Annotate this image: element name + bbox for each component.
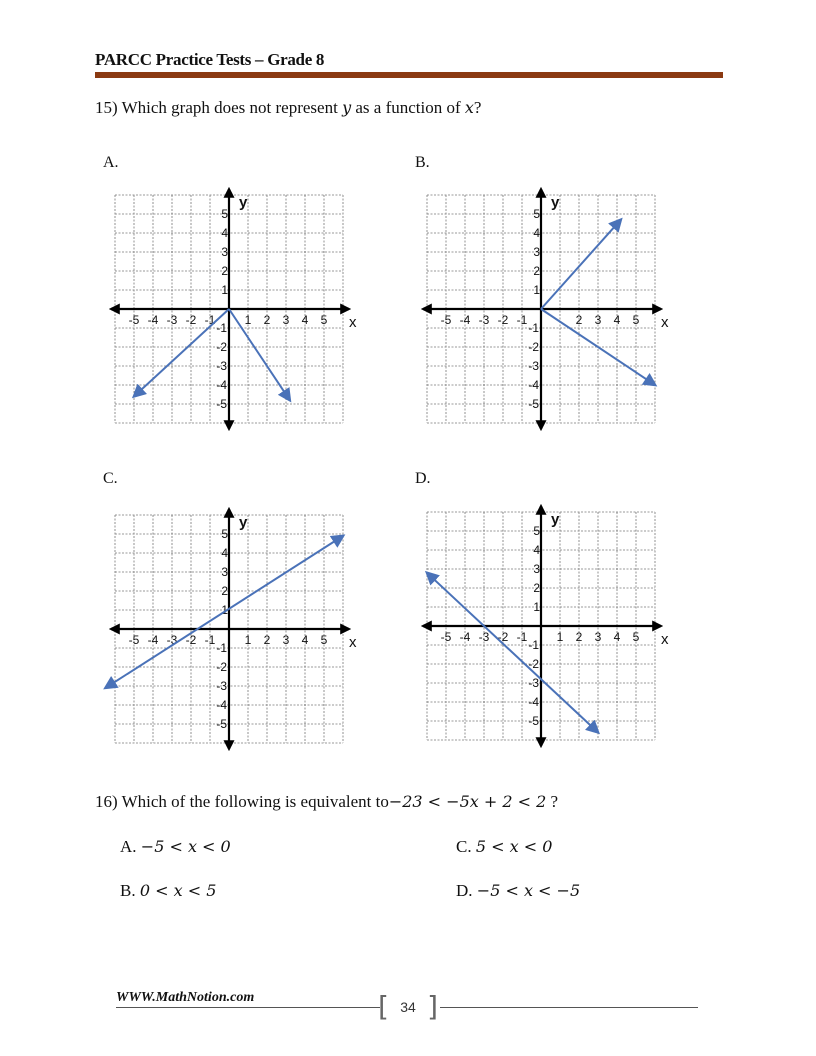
x-tick-label: -2 xyxy=(497,630,509,644)
option-a-label[interactable]: A. xyxy=(103,154,119,171)
x-axis-label: x xyxy=(349,634,357,651)
q15-suffix: ? xyxy=(473,98,482,117)
x-tick-label: -3 xyxy=(166,313,178,327)
y-tick-label: -3 xyxy=(216,359,227,373)
y-tick-label: 3 xyxy=(533,562,540,576)
header-rule xyxy=(95,72,723,78)
y-tick-label: -2 xyxy=(528,657,539,671)
y-tick-label: 1 xyxy=(221,283,228,297)
x-tick-label: 4 xyxy=(613,630,621,644)
question-16 xyxy=(95,792,558,812)
x-tick-label: 1 xyxy=(244,313,252,327)
y-tick-label: -2 xyxy=(216,660,227,674)
answer-b[interactable] xyxy=(120,881,216,901)
q16-expression: −23 < −5x + 2 < 2 xyxy=(388,792,547,811)
y-tick-label: 3 xyxy=(221,565,228,579)
q16-suffix: ? xyxy=(546,792,559,811)
x-tick-label: 3 xyxy=(594,313,602,327)
question-15 xyxy=(95,98,481,118)
y-tick-label: 2 xyxy=(221,584,228,598)
page-number: 34 xyxy=(400,999,416,1015)
y-tick-label: 1 xyxy=(221,603,228,617)
y-tick-label: -3 xyxy=(528,359,539,373)
left-brace-icon: [ xyxy=(378,990,389,1023)
y-tick-label: 4 xyxy=(221,546,228,560)
y-tick-label: 5 xyxy=(533,207,540,221)
y-tick-label: -5 xyxy=(216,717,227,731)
answer-d[interactable] xyxy=(456,881,580,901)
x-tick-label: 2 xyxy=(263,313,271,327)
option-b-label[interactable]: B. xyxy=(415,154,430,171)
x-tick-label: -3 xyxy=(478,630,490,644)
graph-d xyxy=(427,511,669,740)
y-tick-label: 4 xyxy=(533,226,540,240)
x-axis-label: x xyxy=(349,314,357,331)
q16-prefix: 16) Which of the following is equivalent to xyxy=(95,792,389,811)
x-tick-label: -5 xyxy=(128,633,140,647)
y-tick-label: -1 xyxy=(216,641,227,655)
x-tick-label: 1 xyxy=(244,633,252,647)
y-tick-label: 4 xyxy=(221,226,228,240)
y-axis-label: y xyxy=(239,514,248,531)
x-tick-label: 2 xyxy=(575,313,583,327)
answer-b-letter: B. xyxy=(120,881,136,900)
graph-b xyxy=(427,194,669,423)
y-tick-label: -2 xyxy=(528,340,539,354)
y-tick-label: 5 xyxy=(533,524,540,538)
x-tick-label: 5 xyxy=(632,630,640,644)
y-tick-label: -4 xyxy=(216,378,227,392)
x-tick-label: -5 xyxy=(440,313,452,327)
y-tick-label: 5 xyxy=(221,527,228,541)
option-c-label[interactable]: C. xyxy=(103,470,118,487)
answer-d-expr: −5 < x < −5 xyxy=(476,881,581,900)
x-tick-label: 3 xyxy=(594,630,602,644)
x-tick-label: -3 xyxy=(478,313,490,327)
y-tick-label: 3 xyxy=(533,245,540,259)
x-tick-label: -5 xyxy=(440,630,452,644)
page-header-title: PARCC Practice Tests – Grade 8 xyxy=(95,50,325,69)
footer-url[interactable]: WWW.MathNotion.com xyxy=(116,990,255,1005)
y-axis-label: y xyxy=(551,194,560,211)
x-tick-label: -2 xyxy=(185,313,197,327)
x-tick-label: -4 xyxy=(147,633,159,647)
page-number-box xyxy=(378,992,438,1022)
q15-middle: as a function of xyxy=(351,98,465,117)
y-tick-label: -5 xyxy=(216,397,227,411)
x-tick-label: -1 xyxy=(204,313,216,327)
y-axis-label: y xyxy=(551,511,560,528)
graph-svg xyxy=(427,511,669,740)
y-tick-label: 1 xyxy=(533,283,540,297)
x-tick-label: 5 xyxy=(632,313,640,327)
answer-c-letter: C. xyxy=(456,837,472,856)
graph-c xyxy=(115,514,357,743)
answer-b-expr: 0 < x < 5 xyxy=(139,881,217,900)
y-tick-label: -5 xyxy=(528,714,539,728)
x-tick-label: -1 xyxy=(516,313,528,327)
y-tick-label: 2 xyxy=(221,264,228,278)
option-d-label[interactable]: D. xyxy=(415,470,431,487)
x-tick-label: -5 xyxy=(128,313,140,327)
x-tick-label: 3 xyxy=(282,313,290,327)
y-tick-label: -1 xyxy=(528,321,539,335)
x-tick-label: -2 xyxy=(185,633,197,647)
y-tick-label: -4 xyxy=(528,695,539,709)
y-tick-label: 2 xyxy=(533,264,540,278)
y-tick-label: -3 xyxy=(528,676,539,690)
x-tick-label: 4 xyxy=(301,313,309,327)
x-tick-label: 3 xyxy=(282,633,290,647)
q15-prefix: 15) Which graph does not represent xyxy=(95,98,343,117)
y-tick-label: 1 xyxy=(533,600,540,614)
q15-var-x: x xyxy=(464,98,474,117)
footer-rule-right xyxy=(440,1007,698,1008)
y-axis-label: y xyxy=(239,194,248,211)
graph-svg xyxy=(427,194,669,423)
x-axis-label: x xyxy=(661,631,669,648)
y-tick-label: -5 xyxy=(528,397,539,411)
y-tick-label: -4 xyxy=(216,698,227,712)
y-tick-label: 2 xyxy=(533,581,540,595)
x-tick-label: 1 xyxy=(556,630,564,644)
x-axis-label: x xyxy=(661,314,669,331)
answer-a-letter: A. xyxy=(120,837,137,856)
y-tick-label: 4 xyxy=(533,543,540,557)
y-tick-label: -1 xyxy=(528,638,539,652)
graph-svg xyxy=(115,194,357,423)
y-tick-label: -3 xyxy=(216,679,227,693)
y-tick-label: -2 xyxy=(216,340,227,354)
x-tick-label: -2 xyxy=(497,313,509,327)
x-tick-label: -4 xyxy=(147,313,159,327)
answer-c[interactable] xyxy=(456,837,552,857)
answer-c-expr: 5 < x < 0 xyxy=(475,837,553,856)
answer-a[interactable] xyxy=(120,837,231,857)
x-tick-label: -3 xyxy=(166,633,178,647)
graph-svg xyxy=(115,514,357,743)
answer-d-letter: D. xyxy=(456,881,473,900)
y-tick-label: -4 xyxy=(528,378,539,392)
x-tick-label: 4 xyxy=(613,313,621,327)
x-tick-label: 4 xyxy=(301,633,309,647)
y-tick-label: -1 xyxy=(216,321,227,335)
y-tick-label: 5 xyxy=(221,207,228,221)
footer-rule-left xyxy=(116,1007,380,1008)
graph-a xyxy=(115,194,357,423)
x-tick-label: 2 xyxy=(263,633,271,647)
y-tick-label: 3 xyxy=(221,245,228,259)
x-tick-label: -4 xyxy=(459,630,471,644)
right-brace-icon: ] xyxy=(427,990,438,1023)
answer-a-expr: −5 < x < 0 xyxy=(140,837,231,856)
x-tick-label: -1 xyxy=(204,633,216,647)
x-tick-label: 2 xyxy=(575,630,583,644)
x-tick-label: -1 xyxy=(516,630,528,644)
x-tick-label: -4 xyxy=(459,313,471,327)
q15-var-y: y xyxy=(342,98,352,117)
x-tick-label: 5 xyxy=(320,313,328,327)
x-tick-label: 5 xyxy=(320,633,328,647)
